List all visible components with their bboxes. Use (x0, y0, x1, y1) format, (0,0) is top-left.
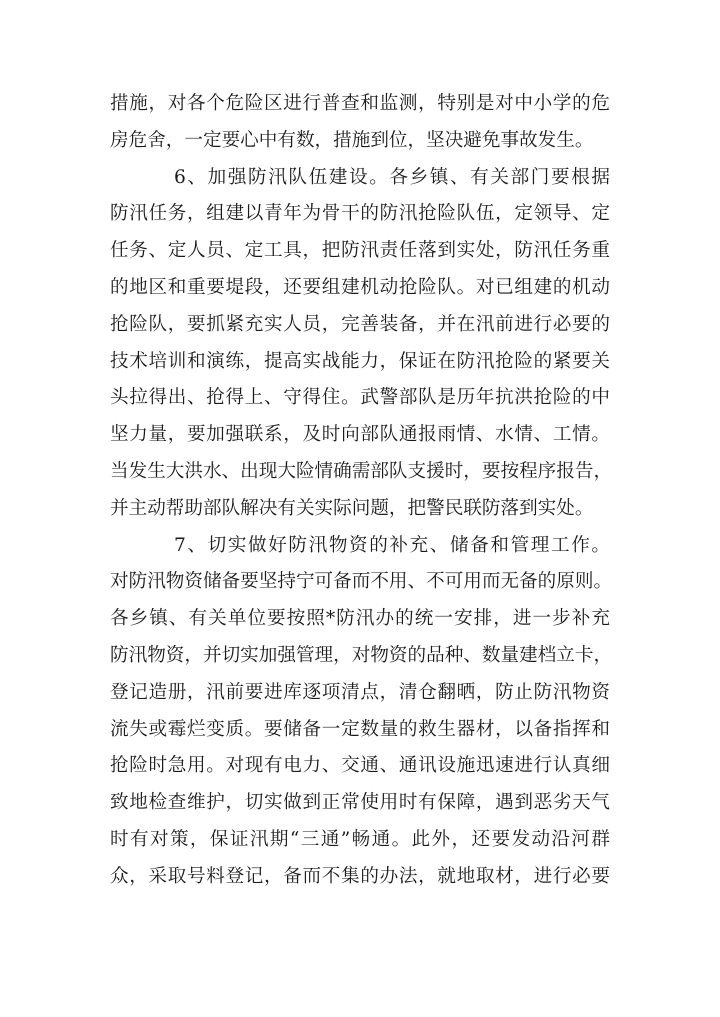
text-line: 坚力量，要加强联系，及时向部队通报雨情、水情、工情。 (110, 424, 610, 446)
text-line: 的地区和重要堤段，还要组建机动抢险队。对已组建的机动 (110, 276, 610, 298)
text-line: 众，采取号料登记，备而不集的办法，就地取材，进行必要 (110, 865, 610, 887)
text-line: 抢险时急用。对现有电力、交通、通讯设施迅速进行认真细 (110, 755, 610, 777)
text-line: 房危舍，一定要心中有数，措施到位，坚决避免事故发生。 (110, 129, 594, 151)
text-line: 头拉得出、抢得上、守得住。武警部队是历年抗洪抢险的中 (110, 387, 610, 409)
text-line: 当发生大洪水、出现大险情确需部队支援时，要按程序报告， (110, 460, 613, 482)
text-line: 6、加强防汛队伍建设。各乡镇、有关部门要根据 (174, 166, 610, 188)
text-line: 登记造册，汛前要进库逐项清点，清仓翻晒，防止防汛物资 (110, 681, 610, 703)
text-line: 措施，对各个危险区进行普查和监测，特别是对中小学的危 (110, 93, 610, 114)
text-line: 并主动帮助部队解决有关实际问题，把警民联防落到实处。 (110, 497, 594, 519)
text-line: 时有对策，保证汛期“三通”畅通。此外，还要发动沿河群 (110, 828, 610, 850)
text-line: 防汛任务，组建以青年为骨干的防汛抢险队伍，定领导、定 (110, 203, 610, 225)
text-line: 对防汛物资储备要坚持宁可备而不用、不可用而无备的原则。 (110, 571, 613, 593)
text-line: 各乡镇、有关单位要按照*防汛办的统一安排，进一步补充 (110, 608, 610, 630)
text-line: 技术培训和演练，提高实战能力，保证在防汛抢险的紧要关 (110, 350, 610, 372)
text-line: 流失或霉烂变质。要储备一定数量的救生器材，以备指挥和 (110, 718, 610, 740)
document-body (110, 86, 613, 896)
text-line: 抢险队，要抓紧充实人员，完善装备，并在汛前进行必要的 (110, 313, 610, 335)
text-line: 防汛物资，并切实加强管理，对物资的品种、数量建档立卡， (110, 644, 613, 666)
text-line: 7、切实做好防汛物资的补充、储备和管理工作。 (174, 534, 610, 556)
text-line: 任务、定人员、定工具，把防汛责任落到实处，防汛任务重 (110, 240, 610, 262)
text-line: 致地检查维护，切实做到正常使用时有保障，遇到恶劣天气 (110, 792, 610, 814)
